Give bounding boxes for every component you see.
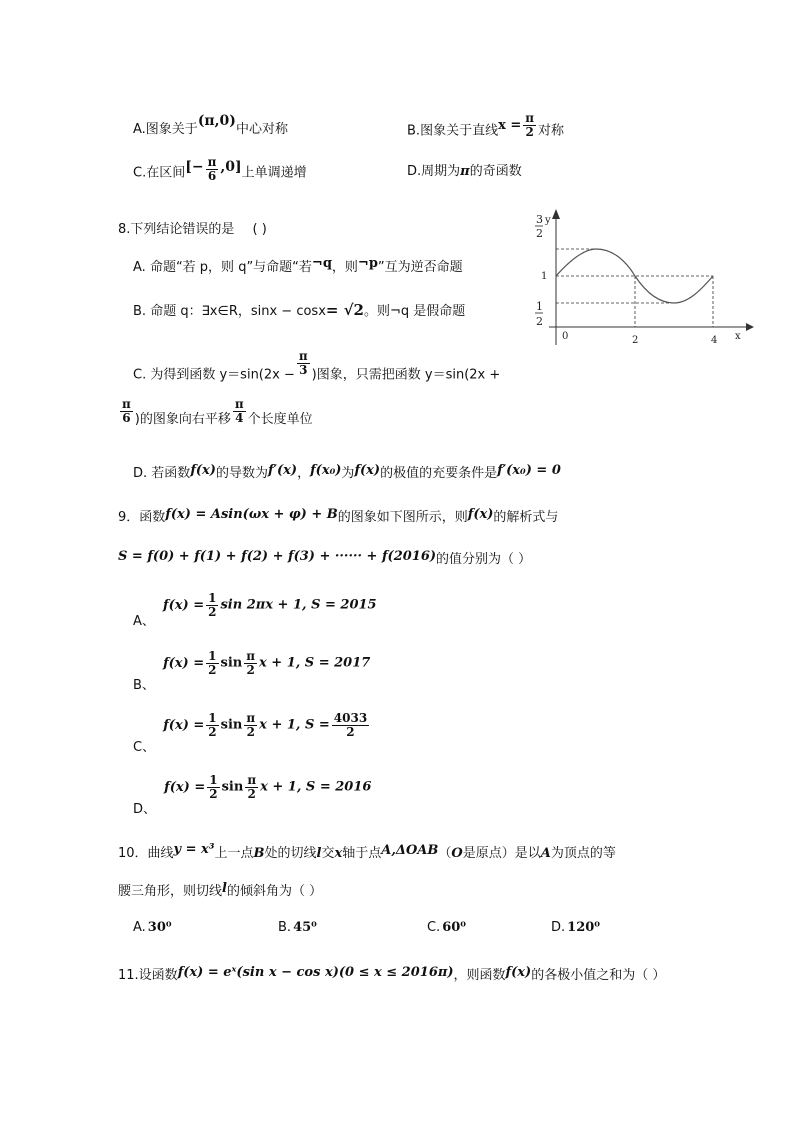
option-text: 命题“若 p，则 q”与命题“若 <box>149 260 312 275</box>
option-label: A. <box>133 260 146 275</box>
option-text: 周期为 <box>421 164 461 179</box>
tick-label-4: 4 <box>711 335 718 346</box>
math-expr: [− <box>185 158 204 175</box>
frac-num: 1 <box>208 649 217 663</box>
frac-num: π <box>298 349 308 363</box>
math-expr: ¬p <box>357 256 378 271</box>
q9-option-c <box>133 711 371 755</box>
option-text: 的奇函数 <box>469 164 522 179</box>
math-expr: x + 1, S = <box>259 717 330 733</box>
math-expr: S = f(0) + f(1) + f(2) + f(3) + ······ + f(2016) <box>118 549 437 564</box>
fraction <box>206 156 219 182</box>
frac-num: π <box>246 649 256 663</box>
option-text: )图象，只需把函数 y＝sin(2x + <box>311 367 501 383</box>
frac-den: 6 <box>122 410 131 425</box>
q8-option-b <box>133 300 465 319</box>
frac-den: 2 <box>247 786 256 801</box>
frac-den: 2 <box>208 604 217 619</box>
q10-option-c <box>427 920 466 935</box>
answer-blank: ( ) <box>252 222 267 237</box>
tick-label-1-2-den: 2 <box>536 315 543 328</box>
q7-option-c <box>133 155 307 186</box>
fraction <box>523 112 536 138</box>
option-label: D. <box>551 920 566 935</box>
frac-den: 3 <box>299 362 308 377</box>
question-text: ，则函数 <box>453 968 506 983</box>
math-expr: x + 1, S = 2017 <box>259 655 371 671</box>
option-label: B. <box>278 920 292 935</box>
frac-den: 2 <box>246 724 255 739</box>
option-label: C、 <box>133 739 156 755</box>
option-text: 的导数为 <box>215 466 268 481</box>
q9-option-b <box>133 649 371 693</box>
fraction <box>233 398 246 424</box>
option-text: 为得到函数 y＝sin(2x − <box>150 367 295 383</box>
fraction <box>206 712 218 738</box>
option-label: C. <box>133 367 147 383</box>
option-text: 图象关于直线 <box>420 123 499 139</box>
option-text: 的极值的充要条件是 <box>380 466 498 481</box>
question-text: 处的切线 <box>264 846 317 861</box>
fraction <box>244 650 257 676</box>
tick-label-1-2-num: 1 <box>536 300 543 313</box>
question-text: 10．曲线 <box>118 846 174 861</box>
math-expr: ,0] <box>220 158 242 175</box>
q9-stem-line2 <box>118 548 531 567</box>
math-expr: O <box>451 846 463 861</box>
q9-stem-line1 <box>118 506 558 525</box>
math-expr: sin <box>220 717 243 733</box>
q8-stem <box>118 218 267 237</box>
frac-den: 2 <box>346 724 355 739</box>
option-text: 图象关于 <box>145 122 198 137</box>
fraction <box>245 774 258 800</box>
option-text: ，则 <box>331 260 358 275</box>
math-expr: sin <box>220 655 243 671</box>
question-text: 8.下列结论错误的是 <box>118 222 235 237</box>
option-text: 上单调递增 <box>241 165 307 181</box>
question-text: 为顶点的等 <box>550 846 616 861</box>
option-text: 。则¬q 是假命题 <box>364 304 466 319</box>
math-expr: f(x) = <box>163 597 205 613</box>
math-expr: f(x) = Asin(ωx + φ) + B <box>165 507 338 522</box>
question-text: 腰三角形，则切线 <box>118 884 223 899</box>
question-text: 的图象如下图所示，则 <box>337 510 468 525</box>
math-expr: f(x) <box>354 463 381 478</box>
math-expr: sin <box>221 779 244 795</box>
option-text: 对称 <box>538 123 565 139</box>
option-value: 60⁰ <box>442 920 467 935</box>
math-expr: l <box>222 881 227 896</box>
option-text: )的图象向右平移 <box>134 411 231 427</box>
fraction <box>332 712 369 738</box>
option-label: B、 <box>133 677 155 693</box>
option-value: 120⁰ <box>567 920 600 935</box>
option-text: ， <box>297 466 311 481</box>
option-label: C. <box>133 165 147 181</box>
tick-label-1: 1 <box>541 271 548 282</box>
fraction <box>244 712 257 738</box>
option-label: B. <box>407 123 421 139</box>
frac-den: 2 <box>209 786 218 801</box>
math-expr: f(x) = <box>163 717 205 733</box>
option-text: 个长度单位 <box>247 411 313 427</box>
question-text: 的各极小值之和为（ ） <box>531 968 666 983</box>
frac-num: π <box>247 773 257 787</box>
q10-stem-line2 <box>118 880 322 899</box>
math-expr: f(x) = <box>163 655 205 671</box>
tick-label-0: 0 <box>562 331 569 342</box>
math-expr: f(x) <box>505 965 532 980</box>
math-expr: = √2 <box>325 301 364 319</box>
math-expr: f′(x) <box>267 463 298 478</box>
q10-option-a <box>133 920 172 935</box>
tick-label-3-2-num: 3 <box>536 213 543 226</box>
q7-option-d <box>407 160 522 179</box>
math-expr: A <box>540 846 551 861</box>
math-expr: x = <box>498 117 522 133</box>
option-label: C. <box>427 920 441 935</box>
option-label: D. <box>133 466 148 481</box>
q8-option-c-line2 <box>118 397 313 427</box>
math-expr: A,ΔOAB <box>381 843 439 858</box>
fraction <box>206 650 218 676</box>
frac-num: 1 <box>208 591 217 605</box>
frac-num: π <box>122 397 131 411</box>
y-axis-label: y <box>545 215 551 226</box>
option-text: 在区间 <box>146 165 186 181</box>
question-text: 轴于点 <box>342 846 382 861</box>
q7-option-b <box>407 111 565 144</box>
math-expr: f(x) = eˣ(sin x − cos x)(0 ≤ x ≤ 2016π) <box>177 965 454 980</box>
frac-num: π <box>246 711 256 725</box>
frac-num: 1 <box>208 711 217 725</box>
frac-den: 2 <box>246 662 255 677</box>
option-text: ”互为逆否命题 <box>377 260 463 275</box>
option-label: D. <box>407 164 422 179</box>
sine-graph <box>528 205 760 353</box>
q8-option-d <box>133 462 561 481</box>
math-expr: y = x³ <box>173 842 215 857</box>
math-expr: l <box>316 846 322 861</box>
math-expr: B <box>253 846 265 861</box>
question-text: 11.设函数 <box>118 968 178 983</box>
question-text: （ <box>438 846 452 861</box>
fraction <box>120 398 133 424</box>
tick-label-2: 2 <box>632 335 639 346</box>
option-text: 中心对称 <box>235 122 288 137</box>
math-expr: f(x₀) <box>310 463 342 478</box>
q11-stem <box>118 964 665 983</box>
question-text: 9．函数 <box>118 510 166 525</box>
frac-den: 2 <box>208 724 217 739</box>
math-expr: f(x) = <box>164 779 206 795</box>
question-text: 交 <box>321 846 335 861</box>
frac-den: 2 <box>525 124 534 139</box>
y-axis-arrow <box>552 209 560 219</box>
frac-den: 6 <box>207 168 217 183</box>
option-value: 30⁰ <box>147 920 172 935</box>
option-label: A、 <box>133 613 155 629</box>
fraction <box>297 350 310 376</box>
frac-num: 4033 <box>333 711 368 725</box>
q10-stem-line1 <box>118 842 616 861</box>
sine-curve <box>556 249 713 303</box>
question-text: 上一点 <box>214 846 254 861</box>
option-label: A. <box>133 122 146 137</box>
option-text: 为 <box>341 466 355 481</box>
option-text: 命题 q：∃x∈R，sinx − cosx <box>150 304 326 319</box>
frac-num: π <box>207 155 217 169</box>
q9-option-d <box>133 773 372 817</box>
math-expr: (π,0) <box>197 113 236 129</box>
option-text: 若函数 <box>151 466 191 481</box>
math-expr: f(x) <box>190 463 216 478</box>
frac-den: 4 <box>235 410 244 425</box>
math-expr: π <box>460 164 470 179</box>
option-label: B. <box>133 304 147 319</box>
frac-den: 2 <box>208 662 217 677</box>
math-expr: x <box>334 846 343 861</box>
q10-option-d <box>551 920 600 935</box>
math-expr: f′(x₀) = 0 <box>497 463 561 478</box>
math-expr: sin 2πx + 1, S = 2015 <box>220 597 377 613</box>
q8-option-c-line1 <box>133 349 501 388</box>
tick-label-3-2-den: 2 <box>536 227 543 240</box>
q10-option-b <box>278 920 317 935</box>
frac-num: π <box>234 397 244 411</box>
question-text: 的解析式与 <box>493 510 559 525</box>
option-value: 45⁰ <box>293 920 317 935</box>
math-expr: x + 1, S = 2016 <box>260 779 372 795</box>
guide-lines <box>556 249 713 327</box>
option-label: D、 <box>133 801 157 817</box>
question-text: 的值分别为（ ） <box>436 552 532 567</box>
x-axis-arrow <box>746 323 754 331</box>
question-text: 是原点）是以 <box>462 846 541 861</box>
option-label: A. <box>133 920 146 935</box>
q7-option-a <box>133 113 288 137</box>
math-expr: f(x) <box>467 507 494 522</box>
question-text: 的倾斜角为（ ） <box>226 884 323 899</box>
fraction <box>207 774 219 800</box>
q9-option-a <box>133 591 377 629</box>
math-expr: ¬q <box>311 256 332 271</box>
frac-num: π <box>525 111 535 125</box>
x-axis-label: x <box>735 331 741 342</box>
q8-option-a <box>133 256 463 275</box>
fraction <box>206 592 218 618</box>
frac-num: 1 <box>209 773 218 787</box>
